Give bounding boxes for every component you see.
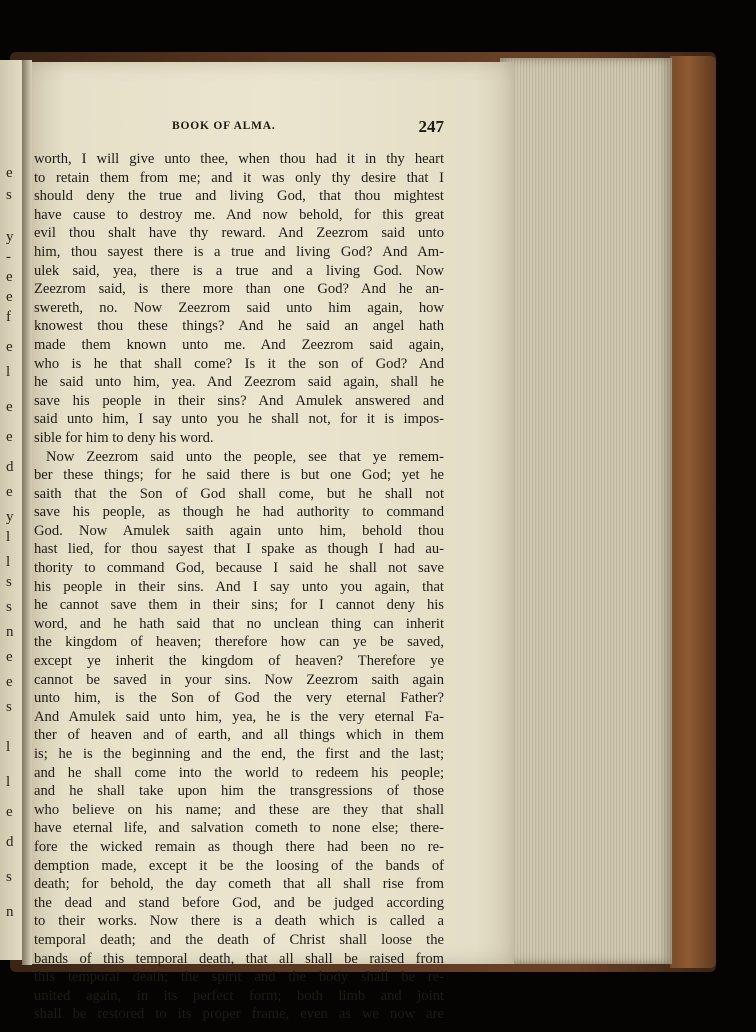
- text-line: to retain them from me; and it was only thy desire that I: [34, 169, 444, 186]
- left-page-fragment: n: [6, 904, 14, 920]
- text-line: ber these things; for he said there is but one God; yet he: [34, 467, 444, 484]
- text-line: the dead and stand before God, and be judged according: [34, 894, 444, 911]
- text-line: Now Zeezrom said unto the people, see that ye remem-: [46, 448, 444, 465]
- text-line: saith that the Son of God shall come, but he shall not: [34, 485, 444, 502]
- left-page-fragment: -: [6, 249, 11, 265]
- left-page-fragment: y: [6, 229, 14, 245]
- text-line: should deny the true and living God, that thou mightest: [34, 188, 444, 205]
- text-line: evil thou shalt have thy reward. And Zeezrom said unto: [34, 225, 444, 242]
- left-page-fragment: e: [6, 269, 13, 285]
- left-page-fragment: f: [6, 309, 11, 325]
- text-line: and he shall take upon him the transgressions of those: [34, 783, 444, 800]
- text-line: who is he that shall come? Is it the son of God? And: [34, 355, 444, 372]
- text-line: him, thou sayest there is a true and living God? And Am-: [34, 243, 444, 260]
- text-line: God. Now Amulek saith again unto him, behold thou: [34, 522, 444, 539]
- left-page-fragment: y: [6, 509, 14, 525]
- text-line: sible for him to deny his word.: [34, 429, 214, 446]
- text-line: to their works. Now there is a death which is called a: [34, 913, 444, 930]
- left-page-fragment: s: [6, 869, 12, 885]
- text-line: his people in their sins. And I say unto you again, that: [34, 578, 444, 595]
- text-line: the kingdom of heaven; therefore how can ye be saved,: [34, 634, 444, 651]
- left-page-fragment: l: [6, 554, 11, 570]
- text-line: ther of heaven and of earth, and all things which in them: [34, 727, 444, 744]
- text-line: unto him, is the Son of God the very eternal Father?: [34, 690, 444, 707]
- text-line: who believe on his name; and these are they that shall: [34, 801, 444, 818]
- text-line: shall be restored to its proper frame, even as we now are: [34, 1006, 444, 1023]
- left-page-fragment: d: [6, 834, 14, 850]
- text-line: except ye inherit the kingdom of heaven? Therefore ye: [34, 653, 444, 670]
- page-edges: [500, 58, 672, 964]
- left-page-fragment: e: [6, 484, 13, 500]
- text-line: have eternal life, and salvation cometh to none else; there-: [34, 820, 444, 837]
- left-page-fragment: e: [6, 289, 13, 305]
- left-page-fragment: l: [6, 739, 11, 755]
- text-line: worth, I will give unto thee, when thou had it in thy heart: [34, 151, 444, 167]
- text-line: hast lied, for thou sayest that I spake as though I had au-: [34, 541, 444, 558]
- left-page-fragment: e: [6, 399, 13, 415]
- left-page-fragment: n: [6, 624, 14, 640]
- left-page-fragment: e: [6, 674, 13, 690]
- text-line: he cannot save them in their sins; for I cannot deny his: [34, 597, 444, 614]
- running-title: BOOK OF ALMA.: [172, 120, 276, 132]
- text-line: death; for behold, the day cometh that all shall rise from: [34, 876, 444, 893]
- text-line: said unto him, I say unto you he shall not, for it is impos-: [34, 411, 444, 428]
- text-line: is; he is the beginning and the end, the first and the last;: [34, 746, 444, 762]
- left-page-fragment: s: [6, 699, 12, 715]
- text-line: temporal death; and the death of Christ shall loose the: [34, 931, 444, 948]
- text-line: save his people, as though he had authority to command: [34, 504, 444, 521]
- text-line: united again, in its perfect form; both limb and joint: [34, 987, 444, 1004]
- body-text: [34, 150, 444, 1024]
- page-gutter: [22, 60, 32, 965]
- text-line: word, and he hath said that no unclean thing can inherit: [34, 615, 444, 632]
- text-line: fore the wicked remain as though there had been no re-: [34, 838, 444, 855]
- text-line: and he shall come into the world to redeem his people;: [34, 764, 444, 781]
- left-page-fragment: d: [6, 459, 14, 475]
- left-page-fragment: l: [6, 364, 11, 380]
- left-page-fragment: e: [6, 165, 13, 181]
- text-line: thority to command God, because I said he shall not save: [34, 560, 444, 577]
- text-line: he said unto him, yea. And Zeezrom said again, shall he: [34, 374, 444, 391]
- left-page-fragment: l: [6, 529, 11, 545]
- text-line: this temporal death; the spirit and the body shall be re-: [34, 969, 444, 986]
- left-page-fragment: s: [6, 574, 12, 590]
- left-page-fragment: e: [6, 804, 13, 820]
- text-line: Zeezrom said, is there more than one God? And he an-: [34, 281, 444, 298]
- text-line: bands of this temporal death, that all shall be raised from: [34, 950, 444, 967]
- left-page-fragment: s: [6, 187, 12, 203]
- text-line: knowest thou these things? And he said an angel hath: [34, 318, 444, 335]
- left-page-fragment: e: [6, 339, 13, 355]
- text-line: save his people in their sins? And Amulek answered and: [34, 392, 444, 409]
- page-number: 247: [418, 117, 444, 136]
- left-page-fragment: e: [6, 649, 13, 665]
- left-page-fragment: s: [6, 599, 12, 615]
- left-page-fragment: l: [6, 774, 11, 790]
- text-line: demption made, except it be the loosing of the bands of: [34, 857, 444, 874]
- book-spine: [670, 56, 716, 968]
- text-line: swereth, no. Now Zeezrom said unto him again, how: [34, 299, 444, 316]
- text-line: have cause to destroy me. And now behold, for this great: [34, 206, 444, 223]
- left-page-fragment: e: [6, 429, 13, 445]
- text-line: And Amulek said unto him, yea, he is the very eternal Fa-: [34, 708, 444, 725]
- page-header: [172, 117, 444, 137]
- text-line: ulek said, yea, there is a true and a living God. Now: [34, 262, 444, 279]
- text-line: made them known unto me. And Zeezrom said again,: [34, 336, 444, 353]
- text-line: cannot be saved in your sins. Now Zeezrom saith again: [34, 671, 444, 688]
